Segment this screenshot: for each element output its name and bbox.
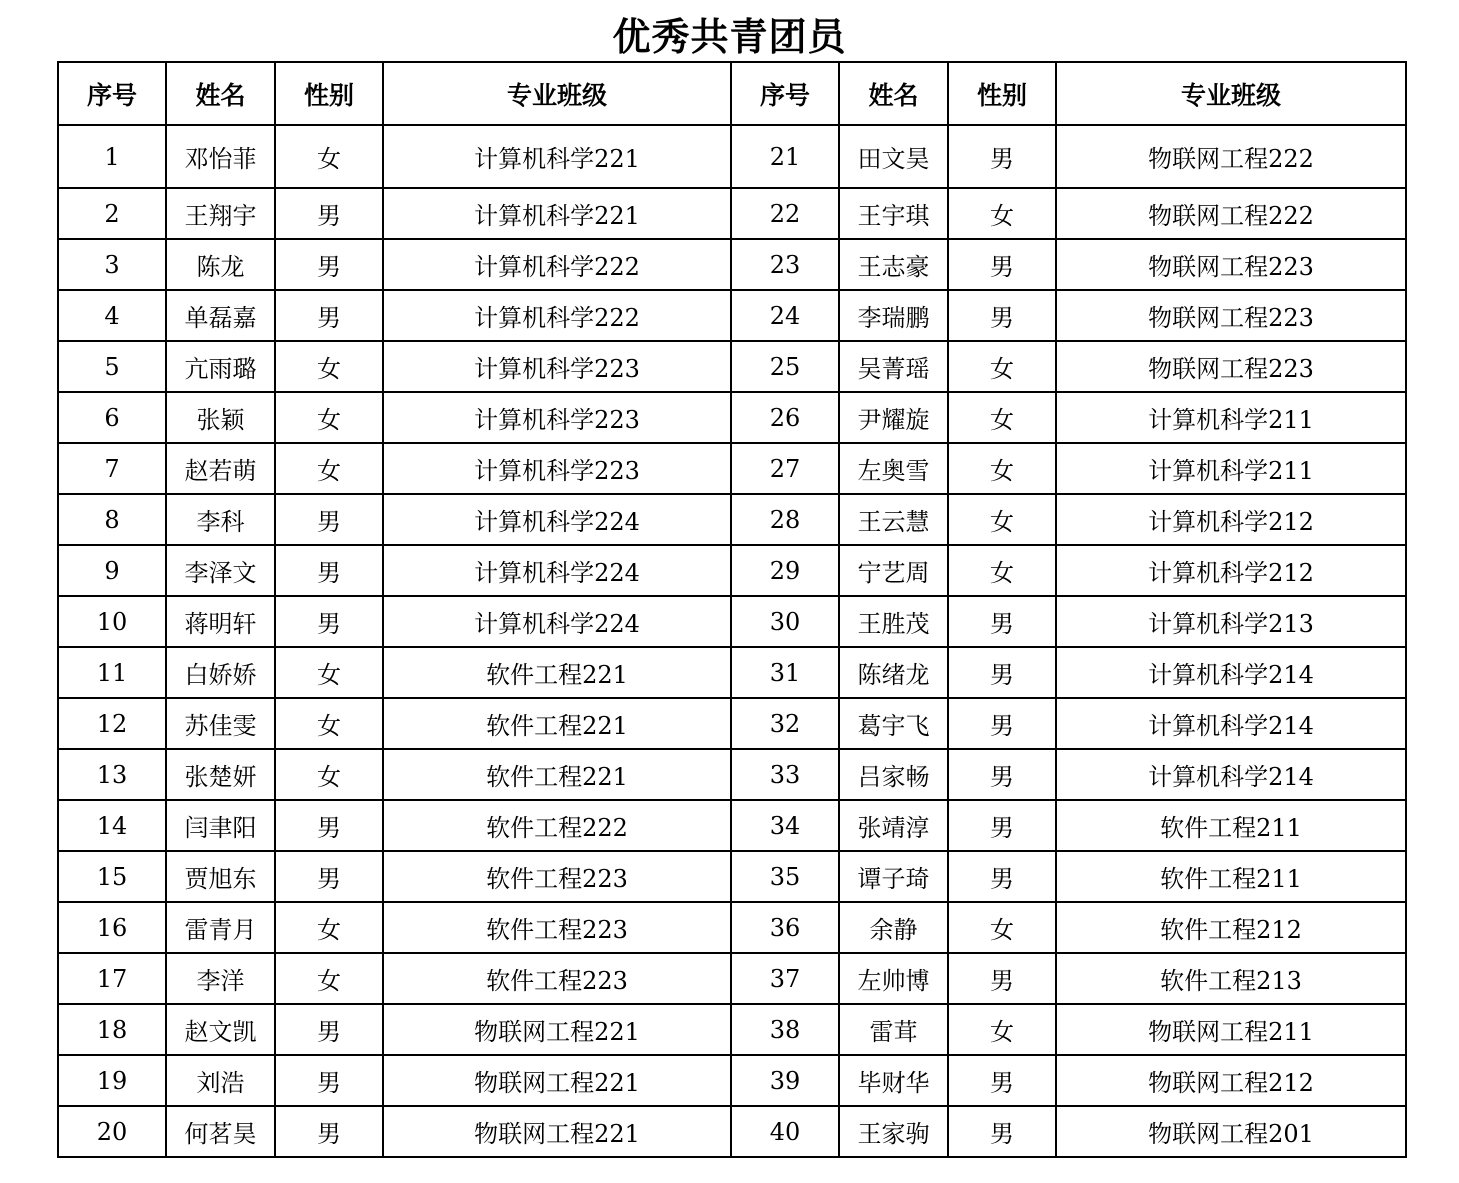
cell-gender: 女 [948,494,1056,545]
cell-gender: 男 [948,290,1056,341]
cell-index: 40 [731,1106,839,1157]
cell-index: 33 [731,749,839,800]
cell-index: 20 [58,1106,166,1157]
cell-index: 35 [731,851,839,902]
cell-name: 赵若萌 [166,443,275,494]
cell-gender: 男 [948,698,1056,749]
header-name-left: 姓名 [166,62,275,125]
cell-gender: 男 [275,1004,383,1055]
cell-class: 软件工程213 [1056,953,1406,1004]
table-row [58,392,1406,443]
cell-class: 计算机科学213 [1056,596,1406,647]
table-row [58,290,1406,341]
cell-gender: 男 [275,188,383,239]
cell-name: 雷青月 [166,902,275,953]
cell-class: 计算机科学224 [383,545,731,596]
cell-gender: 女 [275,125,383,188]
cell-class: 计算机科学221 [383,188,731,239]
cell-class: 软件工程212 [1056,902,1406,953]
cell-name: 何茗昊 [166,1106,275,1157]
cell-gender: 女 [948,188,1056,239]
cell-class: 软件工程223 [383,953,731,1004]
cell-name: 王翔宇 [166,188,275,239]
cell-index: 32 [731,698,839,749]
cell-class: 计算机科学223 [383,443,731,494]
table-row [58,545,1406,596]
header-index-right: 序号 [731,62,839,125]
cell-index: 26 [731,392,839,443]
cell-index: 1 [58,125,166,188]
cell-name: 王志豪 [839,239,948,290]
cell-class: 物联网工程223 [1056,290,1406,341]
cell-index: 27 [731,443,839,494]
cell-name: 左帅博 [839,953,948,1004]
cell-name: 陈绪龙 [839,647,948,698]
table-row [58,953,1406,1004]
cell-name: 李泽文 [166,545,275,596]
cell-gender: 男 [948,953,1056,1004]
cell-name: 贾旭东 [166,851,275,902]
cell-class: 计算机科学224 [383,494,731,545]
cell-class: 物联网工程221 [383,1106,731,1157]
table-row [58,851,1406,902]
cell-name: 余静 [839,902,948,953]
cell-class: 计算机科学214 [1056,647,1406,698]
cell-index: 31 [731,647,839,698]
cell-index: 17 [58,953,166,1004]
cell-class: 物联网工程221 [383,1004,731,1055]
cell-class: 物联网工程223 [1056,239,1406,290]
cell-name: 毕财华 [839,1055,948,1106]
cell-class: 软件工程222 [383,800,731,851]
cell-gender: 女 [948,443,1056,494]
cell-class: 物联网工程221 [383,1055,731,1106]
cell-gender: 男 [948,125,1056,188]
cell-gender: 男 [275,239,383,290]
table-row [58,494,1406,545]
cell-name: 赵文凯 [166,1004,275,1055]
cell-class: 计算机科学224 [383,596,731,647]
cell-gender: 男 [948,596,1056,647]
table-row [58,341,1406,392]
cell-class: 计算机科学211 [1056,443,1406,494]
cell-index: 6 [58,392,166,443]
cell-name: 谭子琦 [839,851,948,902]
cell-gender: 女 [275,341,383,392]
cell-index: 37 [731,953,839,1004]
cell-name: 葛宇飞 [839,698,948,749]
cell-gender: 女 [948,392,1056,443]
cell-index: 13 [58,749,166,800]
cell-gender: 女 [948,1004,1056,1055]
cell-class: 软件工程221 [383,647,731,698]
cell-name: 刘浩 [166,1055,275,1106]
cell-gender: 男 [275,1055,383,1106]
cell-class: 物联网工程222 [1056,125,1406,188]
header-index-left: 序号 [58,62,166,125]
page-title: 优秀共青团员 [612,15,847,59]
cell-name: 田文昊 [839,125,948,188]
cell-index: 34 [731,800,839,851]
cell-name: 尹耀旋 [839,392,948,443]
cell-gender: 男 [275,1106,383,1157]
header-class-left: 专业班级 [383,62,731,125]
table-row [58,902,1406,953]
table-row [58,1055,1406,1106]
cell-class: 计算机科学214 [1056,698,1406,749]
cell-class: 软件工程211 [1056,851,1406,902]
cell-gender: 男 [948,800,1056,851]
cell-index: 14 [58,800,166,851]
table-row [58,125,1406,188]
table-body [58,125,1406,1157]
cell-class: 物联网工程201 [1056,1106,1406,1157]
cell-name: 吕家畅 [839,749,948,800]
cell-gender: 男 [948,851,1056,902]
cell-class: 计算机科学221 [383,125,731,188]
cell-index: 19 [58,1055,166,1106]
cell-class: 计算机科学212 [1056,545,1406,596]
cell-name: 邓怡菲 [166,125,275,188]
cell-index: 18 [58,1004,166,1055]
cell-class: 软件工程211 [1056,800,1406,851]
cell-index: 21 [731,125,839,188]
header-gender-left: 性别 [275,62,383,125]
cell-index: 12 [58,698,166,749]
cell-name: 白娇娇 [166,647,275,698]
cell-gender: 男 [275,290,383,341]
header-gender-right: 性别 [948,62,1056,125]
table-row [58,239,1406,290]
cell-class: 计算机科学222 [383,239,731,290]
cell-gender: 男 [275,800,383,851]
cell-name: 宁艺周 [839,545,948,596]
cell-index: 24 [731,290,839,341]
cell-index: 11 [58,647,166,698]
table-row [58,800,1406,851]
cell-index: 4 [58,290,166,341]
cell-index: 38 [731,1004,839,1055]
cell-index: 22 [731,188,839,239]
cell-gender: 男 [275,851,383,902]
cell-class: 计算机科学223 [383,341,731,392]
cell-gender: 男 [948,1055,1056,1106]
cell-index: 28 [731,494,839,545]
cell-name: 王宇琪 [839,188,948,239]
cell-index: 23 [731,239,839,290]
cell-gender: 男 [948,749,1056,800]
table-row [58,1004,1406,1055]
cell-gender: 女 [948,341,1056,392]
cell-index: 7 [58,443,166,494]
cell-index: 3 [58,239,166,290]
cell-name: 陈龙 [166,239,275,290]
cell-class: 计算机科学223 [383,392,731,443]
cell-name: 张楚妍 [166,749,275,800]
cell-gender: 女 [275,953,383,1004]
cell-name: 张靖淳 [839,800,948,851]
cell-index: 36 [731,902,839,953]
cell-gender: 女 [275,647,383,698]
table-row [58,647,1406,698]
cell-class: 软件工程223 [383,902,731,953]
cell-name: 王胜茂 [839,596,948,647]
cell-gender: 女 [275,749,383,800]
cell-gender: 女 [948,902,1056,953]
cell-index: 5 [58,341,166,392]
cell-class: 计算机科学222 [383,290,731,341]
header-name-right: 姓名 [839,62,948,125]
cell-name: 王家驹 [839,1106,948,1157]
table-row [58,749,1406,800]
cell-class: 计算机科学214 [1056,749,1406,800]
cell-gender: 女 [275,902,383,953]
cell-class: 软件工程221 [383,749,731,800]
cell-gender: 男 [275,596,383,647]
header-class-right: 专业班级 [1056,62,1406,125]
cell-class: 软件工程221 [383,698,731,749]
cell-index: 9 [58,545,166,596]
cell-class: 物联网工程223 [1056,341,1406,392]
cell-name: 李洋 [166,953,275,1004]
cell-gender: 男 [948,239,1056,290]
table-row [58,188,1406,239]
cell-name: 雷茸 [839,1004,948,1055]
cell-name: 张颖 [166,392,275,443]
table-header-row [58,62,1406,125]
cell-name: 李科 [166,494,275,545]
table-row [58,596,1406,647]
cell-gender: 女 [275,392,383,443]
cell-class: 物联网工程222 [1056,188,1406,239]
table-row [58,443,1406,494]
cell-gender: 女 [948,545,1056,596]
cell-gender: 男 [275,545,383,596]
cell-gender: 男 [948,1106,1056,1157]
cell-gender: 女 [275,443,383,494]
cell-class: 软件工程223 [383,851,731,902]
cell-index: 16 [58,902,166,953]
member-table [57,61,1407,1158]
cell-index: 25 [731,341,839,392]
cell-index: 39 [731,1055,839,1106]
cell-name: 李瑞鹏 [839,290,948,341]
table-row [58,698,1406,749]
cell-class: 物联网工程211 [1056,1004,1406,1055]
cell-index: 15 [58,851,166,902]
cell-index: 10 [58,596,166,647]
cell-index: 8 [58,494,166,545]
cell-name: 蒋明轩 [166,596,275,647]
table-row [58,1106,1406,1157]
cell-name: 王云慧 [839,494,948,545]
cell-name: 闫聿阳 [166,800,275,851]
cell-index: 30 [731,596,839,647]
cell-name: 单磊嘉 [166,290,275,341]
cell-gender: 男 [948,647,1056,698]
cell-index: 2 [58,188,166,239]
cell-class: 物联网工程212 [1056,1055,1406,1106]
cell-class: 计算机科学212 [1056,494,1406,545]
cell-name: 苏佳雯 [166,698,275,749]
cell-name: 吴菁瑶 [839,341,948,392]
cell-gender: 女 [275,698,383,749]
cell-name: 亢雨璐 [166,341,275,392]
cell-class: 计算机科学211 [1056,392,1406,443]
cell-gender: 男 [275,494,383,545]
cell-name: 左奥雪 [839,443,948,494]
cell-index: 29 [731,545,839,596]
